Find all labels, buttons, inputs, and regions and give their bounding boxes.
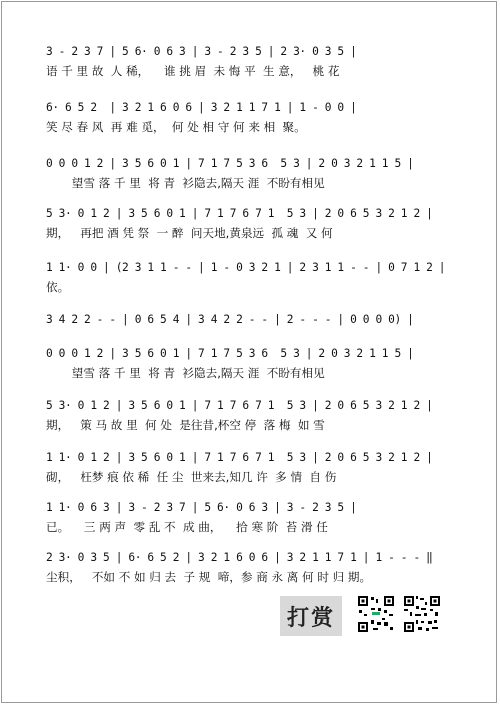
- notes-line: 2 3· 0 3 5 | 6· 6 5 2 | 3 2 1 6 0 6 | 3 2 1 1 7 1 | 1 - - - ‖: [46, 551, 433, 564]
- lyrics-line: 砌， 枉梦 痕 依 稀 任 尘 世来去,知几 许 多 情 自 伤: [46, 470, 337, 484]
- notes-line: 1 1· 0 1 2 | 3 5 6 0 1 | 7 1 7 6 7 1 5 3 | 2 0 6 5 3 2 1 2 |: [46, 451, 433, 464]
- score-system-10: [46, 500, 458, 535]
- notes-line: 0 0 0 1 2 | 3 5 6 0 1 | 7 1 7 5 3 6 5 3 | 2 0 3 2 1 1 5 |: [46, 157, 414, 170]
- notes-line: 3 4 2 2 - - | 0 6 5 4 | 3 4 2 2 - - | 2 - - - | 0 0 0 0) |: [46, 313, 414, 326]
- notes-line: 5 3· 0 1 2 | 3 5 6 0 1 | 7 1 7 6 7 1 5 3 | 2 0 6 5 3 2 1 2 |: [46, 399, 433, 412]
- score-system-9: [46, 450, 458, 485]
- score-system-2: [46, 100, 458, 135]
- lyrics-line: 期， 策 马 故 里 何 处 是往昔,杯空 停 落 梅 如 雪: [46, 418, 325, 432]
- notes-line: 1 1· 0 0 | (2 3 1 1 - - | 1 - 0 3 2 1 | 2 3 1 1 - - | 0 7 1 2 |: [46, 261, 446, 274]
- score-system-8: [46, 398, 458, 433]
- lyrics-line: [46, 331, 458, 347]
- notes-line: 0 0 0 1 2 | 3 5 6 0 1 | 7 1 7 5 3 6 5 3 | 2 0 3 2 1 1 5 |: [46, 347, 414, 360]
- lyrics-line: 已。 三 两 声 零 乱 不 成 曲， 拾 寒 阶 苔 滑 任: [46, 520, 328, 534]
- notes-line: 1 1· 0 6 3 | 3 - 2 3 7 | 5 6· 0 6 3 | 3 - 2 3 5 |: [46, 501, 357, 514]
- score-system-3: [46, 156, 458, 191]
- notes-line: 6· 6 5 2 | 3 2 1 6 0 6 | 3 2 1 1 7 1 | 1 - 0 0 |: [46, 101, 357, 114]
- qr-code-graphic: [356, 594, 396, 634]
- score-system-11: [46, 550, 458, 585]
- score-system-5: [46, 260, 458, 295]
- score-system-6: [46, 312, 458, 347]
- lyrics-line: 尘积， 不如 不 如 归 去 子 规 啼，参 商 永 离 何 时 归 期。: [46, 570, 372, 584]
- lyrics-line: 语 千 里 故 人 稀， 谁 挑 眉 未 悔 平 生 意， 桃 花: [46, 64, 340, 78]
- qr-code-icon: [402, 594, 442, 634]
- lyrics-line: 望雪 落 千 里 将 青 衫隐去,隔天 涯 不盼有相见: [46, 176, 325, 190]
- notes-line: 5 3· 0 1 2 | 3 5 6 0 1 | 7 1 7 6 7 1 5 3 | 2 0 6 5 3 2 1 2 |: [46, 207, 433, 220]
- tip-button[interactable]: 打赏: [280, 596, 342, 636]
- score-system-7: [46, 346, 458, 381]
- lyrics-line: 笑 尽 春 风 再 难 觅， 何 处 相 守 何 来 相 聚。: [46, 120, 306, 134]
- qr-code-icon: [356, 594, 396, 634]
- lyrics-line: 望雪 落 千 里 将 青 衫隐去,隔天 涯 不盼有相见: [46, 366, 325, 380]
- score-system-1: [46, 44, 458, 79]
- qr-code-graphic: [402, 594, 442, 634]
- notes-line: 3 - 2 3 7 | 5 6· 0 6 3 | 3 - 2 3 5 | 2 3· 0 3 5 |: [46, 45, 357, 58]
- score-system-4: [46, 206, 458, 241]
- lyrics-line: 依。: [46, 280, 70, 294]
- lyrics-line: 期， 再把 酒 凭 祭 一 醉 问天地,黄泉远 孤 魂 又 何: [46, 226, 333, 240]
